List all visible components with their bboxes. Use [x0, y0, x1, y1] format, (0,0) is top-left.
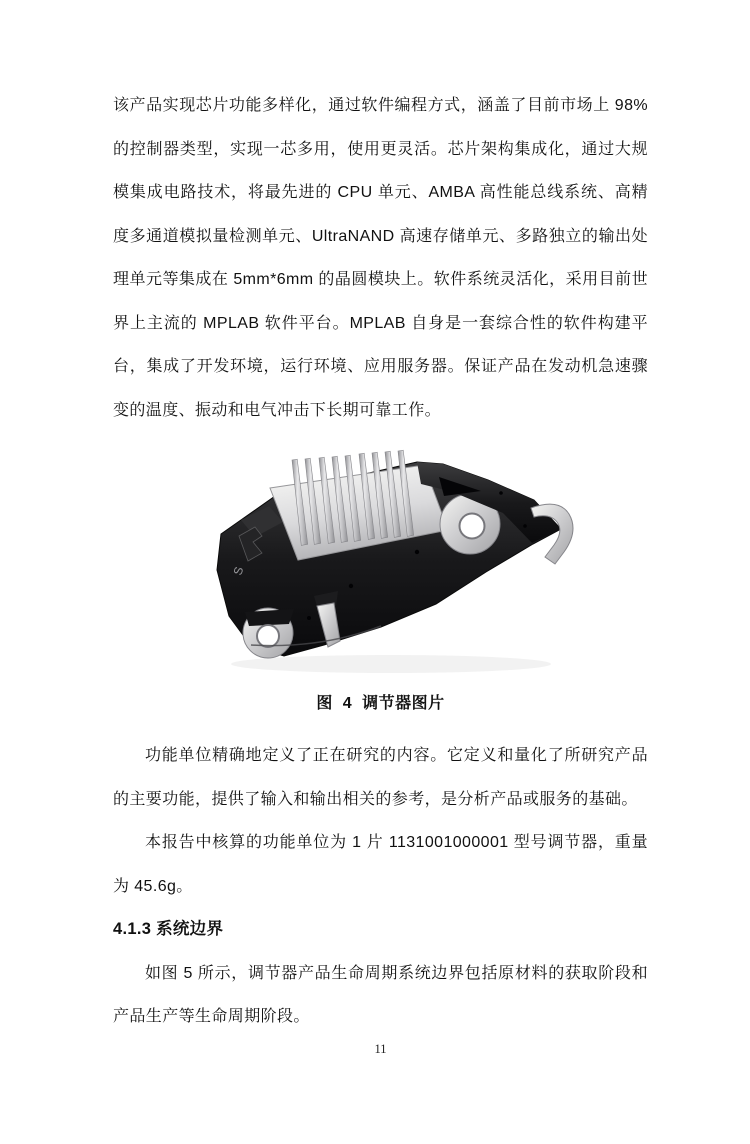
- page-number: 11: [374, 1041, 387, 1056]
- figure-regulator-photo: [181, 436, 581, 686]
- document-page: [0, 84, 750, 1144]
- right-mounting-hole: [459, 514, 484, 539]
- connector-marking-s: S: [230, 564, 246, 577]
- paragraph-system-boundary: 如图 5 所示，调节器产品生命周期系统边界包括原材料的获取阶段和产品生产等生命周期阶段。: [113, 964, 648, 1025]
- paragraph-functional-unit: 功能单位精确地定义了正在研究的内容。它定义和量化了所研究产品的主要功能，提供了输入和输出相关的参考，是分析产品或服务的基础。: [113, 747, 648, 808]
- section-heading-4-1-3: 4.1.3 系统边界: [113, 920, 224, 938]
- paragraph-product-features: 该产品实现芯片功能多样化，通过软件编程方式，涵盖了目前市场上 98%的控制器类型，实现一芯多用，使用更灵活。芯片架构集成化，通过大规模集成电路技术，将最先进的 CPU 单元、AMBA 高性能总线系统、高精度多通道模拟量检测单元、UltraNAND 高速存储单元、多路独立的输出处理单元等集成在 5mm*6mm 的晶圆模块上。软件系统灵活化，采用目前世界上主流的 MPLAB 软件平台。MPLAB 自身是一套综合性的软件构建平台，集成了开发环境，运行环境、应用服务器。保证产品在发动机急速骤变的温度、振动和电气冲击下长期可靠工作。: [113, 97, 648, 419]
- photo-shadow: [231, 655, 551, 673]
- left-mounting-hole: [257, 625, 279, 647]
- regulator-product-image: [181, 436, 581, 686]
- figure-caption: 图 4 调节器图片: [316, 695, 445, 712]
- paragraph-functional-unit-value: 本报告中核算的功能单位为 1 片 1131001000001 型号调节器，重量为 45.6g。: [113, 834, 648, 895]
